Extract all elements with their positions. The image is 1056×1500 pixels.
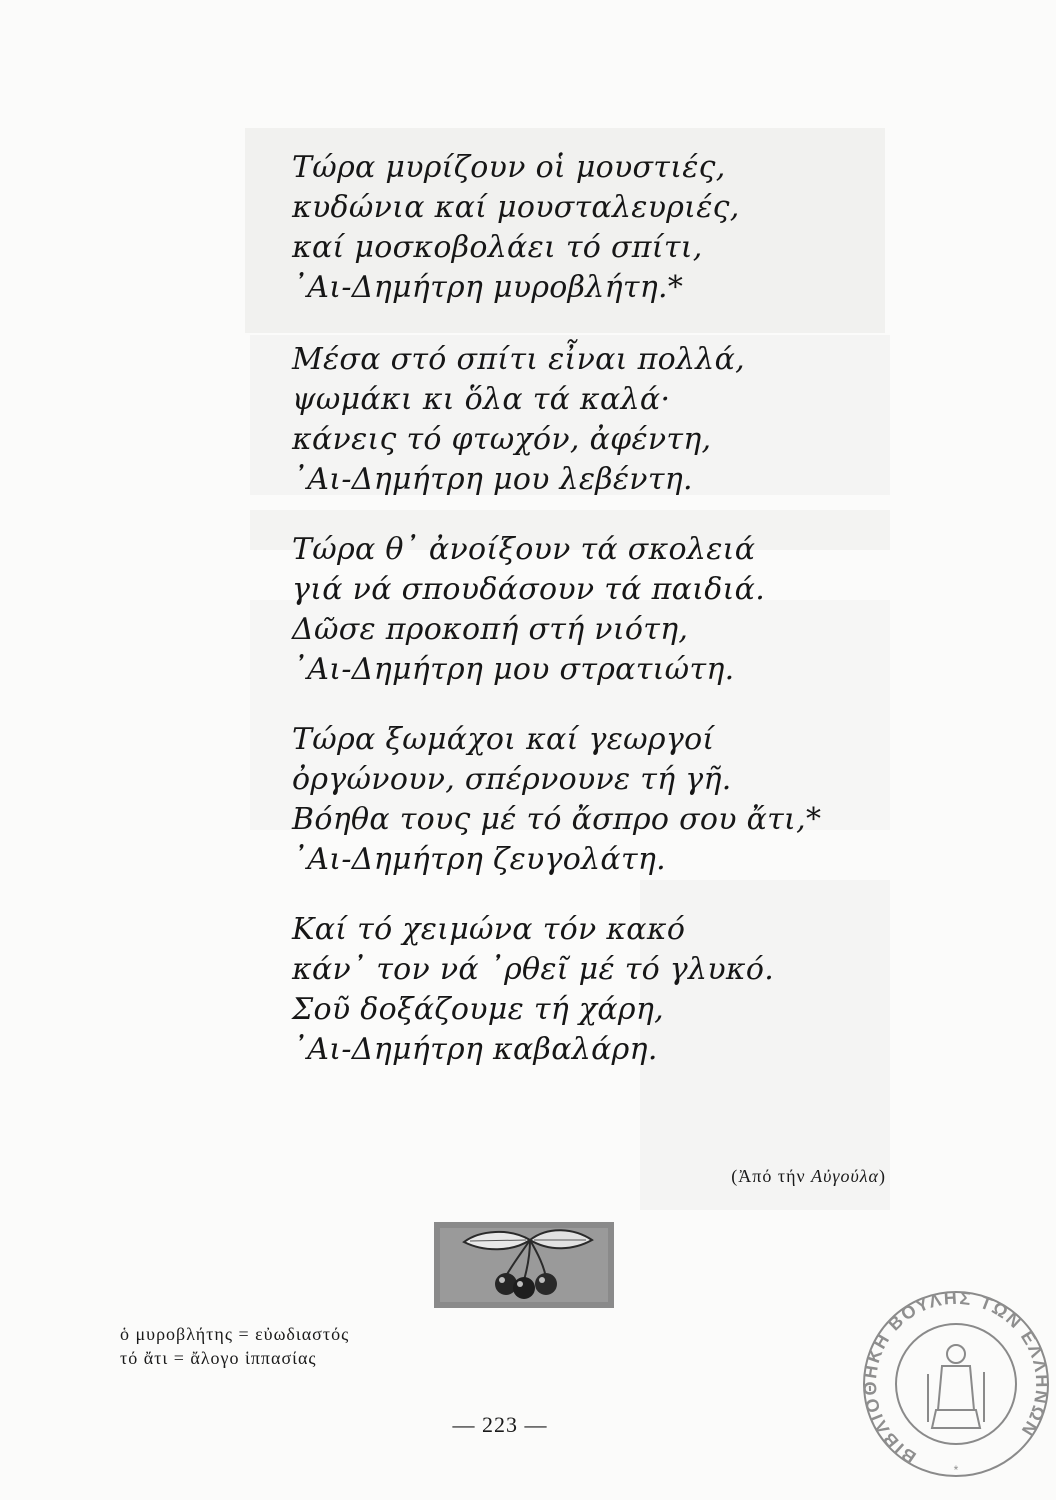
stanza (292, 148, 852, 308)
poem-line: Βόηθα τους μέ τό ἄσπρο σου ἄτι,* (292, 802, 822, 837)
poem-line: κάνεις τό φτωχόν, ἀφέντη, (292, 422, 712, 457)
poem-line: ᾿Αι-Δημήτρη μυροβλήτη.* (292, 270, 684, 305)
svg-text:ΒΙΒΛΙΟΘΗΚΗ ΒΟΥΛΗΣ ΤΩΝ ΕΛΛΗΝΩΝ (860, 1288, 1052, 1468)
poem-line: ᾿Αι-Δημήτρη ζευγολάτη. (292, 842, 666, 877)
stanza (292, 720, 852, 880)
poem-line: Μέσα στό σπίτι εἶναι πολλά, (292, 342, 745, 377)
poem-line: Τώρα θ᾿ ἀνοίξουν τά σκολειά (292, 532, 756, 567)
poem (292, 148, 852, 1100)
poem-line: ᾿Αι-Δημήτρη καβαλάρη. (292, 1032, 658, 1067)
library-stamp-icon (856, 1282, 1052, 1492)
cherries-icon (434, 1222, 614, 1308)
poem-line: ᾿Αι-Δημήτρη μου λεβέντη. (292, 462, 693, 497)
poem-line: κάν᾿ τον νά ᾿ρθεῖ μέ τό γλυκό. (292, 952, 775, 987)
source-attribution (731, 1166, 886, 1187)
footnote: ὁ μυροβλήτης = εὐωδιαστός (120, 1324, 350, 1344)
stanza (292, 530, 852, 690)
poem-line: κυδώνια καί μουσταλευριές, (292, 190, 740, 225)
svg-text:*: * (953, 1463, 959, 1477)
footnotes (120, 1322, 349, 1370)
page-number: — 223 — (452, 1412, 548, 1437)
source-prefix: (Ἀπό τήν (731, 1166, 812, 1186)
poem-line: ᾿Αι-Δημήτρη μου στρατιώτη. (292, 652, 735, 687)
stamp-text: ΒΙΒΛΙΟΘΗΚΗ ΒΟΥΛΗΣ ΤΩΝ ΕΛΛΗΝΩΝ (859, 1287, 1052, 1468)
source-suffix: ) (879, 1166, 886, 1186)
poem-line: Τώρα ξωμάχοι καί γεωργοί (292, 722, 715, 757)
poem-line: ὀργώνουν, σπέρνουνε τή γῆ. (292, 762, 732, 797)
poem-line: Σοῦ δοξάζουμε τή χάρη, (292, 992, 664, 1027)
poem-line: ψωμάκι κι ὅλα τά καλά· (292, 382, 671, 417)
stanza (292, 340, 852, 500)
footnote: τό ἄτι = ἄλογο ἱππασίας (120, 1348, 317, 1368)
poem-line: γιά νά σπουδάσουν τά παιδιά. (292, 572, 766, 607)
poem-line: Καί τό χειμώνα τόν κακό (292, 912, 686, 947)
poem-line: καί μοσκοβολάει τό σπίτι, (292, 230, 703, 265)
poem-line: Τώρα μυρίζουν οἱ μουστιές, (292, 150, 726, 185)
poem-line: Δῶσε προκοπή στή νιότη, (292, 612, 689, 647)
stanza (292, 910, 852, 1070)
source-title: Αὐγούλα (811, 1166, 879, 1186)
